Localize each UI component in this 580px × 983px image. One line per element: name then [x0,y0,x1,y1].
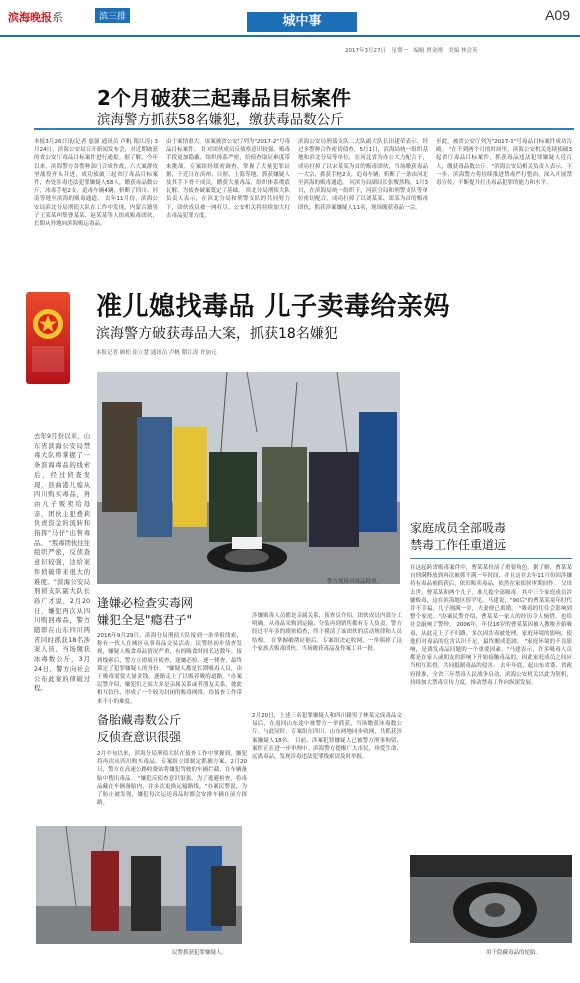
page-header [0,0,580,30]
subhead-2-body-2: 2月20日，上述三名犯罪嫌疑人和四川籍男子林某完成毒品交易后，在返回山东途中被警方一举抓获，当场缴获冰毒数公斤。与此同时，专案组在四川、山东两地同步收网，共抓获涉案嫌疑人18名。 目前，涉案犯罪嫌疑人已被警方刑事拘留，案件正在进一步审理中。滨海警方提醒广大市民，珍爱生命，远离毒品，发现涉毒违法犯罪线索请及时举报。 [252,713,402,761]
edition-badge: 滨三排 [95,8,130,23]
arrest-photo-caption: 民警抓获犯罪嫌疑人。 [172,950,228,956]
dateline: 2017年3月27日 星期一 编辑 贾金刚 美编 林会英 [345,48,478,54]
subhead-1-body-2: 涉嫌贩毒人员都是亲属关系，侦查员介绍，团伙成员内部分工明确，从毒品采购到运输、分装再到销售都有专人负责，警方经过半年多的缜密侦查，终于摸清了该团伙的活动规律和人员结构。 在掌握确凿证据后，专案组决定收网，一举端掉了这个家族式贩毒团伙，当场缴获毒品及作案工具一批。 [252,613,402,652]
article2-lead: 去年9月份以来，山东省滨海公安局禁毒大队将掌握了一条滨海毒品的线索后，经过侦查发现，县曲港儿媳从四川购买毒品，再由儿子贩卖给母亲，团伙主犯叠莉负责资金的流转和指挥"马仔"出售毒品。 "叛毒团伙往往组织严密，反侦查意识较强，这给案件侦破带来很大的难度。"滨海公安局刑侦支队副大队长孙广才说，2月20日，嫌犯再次从四川购回毒品，警方随即在山东四川两省同时抓获18名涉案人员，当场缴获冰毒数公斤，3月24日，警方向社会公布此案的侦破过程。 [34,433,90,693]
side-heading-line-1: 家庭成员全部吸毒 [410,521,507,535]
masthead-logo [8,9,63,25]
article1-col-3: 滨海公安局刑侦支队二大队副大队长田建荣表示，经过多警种合作密切侦查，5月1日，滨海局统一组织基地和滨北分局等单位，在河北省为办公大力配合下，成功打掉了以宋某某为首的贩毒团伙，当场缴获毒品一大宗，抓获手枪2支，追毒车辆，斩断了一条由河北至滨海的贩毒通道。 河滨分局副局长张俊然称，1月3日，在滨海局统一组织下，河滨分局和刑警支队等单位密切配合，成功打掉了以刘某某、郑某为首的贩毒团伙，抓获涉案嫌疑人11名，现场缴获毒品一宗。 [298,139,428,211]
article1-subtitle: 滨海警方抓获58名嫌犯，缴获毒品数公斤 [97,112,344,128]
article1-col-2: 由于案情重大，该案被省公安厅列为"2017-2"号毒品目标案件。 针对团伙成员反侦察意识较强、贩毒手段更加隐蔽，组织体系严密，给侦查取证难度带来挑战。专案组经缜密调查，掌握了大量犯罪证据，于近日在滨州、日照、上海等地，抓获嫌疑人及其手下骨干成员，缴获大量毒品，组织体系彻底瓦解，为侦查破案奠定了基础。 滨北分局刑侦大队负责人表示，在滨北分局和刑警支队的共同努力下，团伙成员被一网打尽，公安机关将持续加大打击毒品犯罪力度。 [166,139,290,219]
subhead-1-line-1: 逢嫌必检查实毒网 [97,596,194,610]
subhead-2-line-2: 反侦查意识很强 [97,730,182,744]
warning-banner-icon [22,284,74,389]
article2-byline: 本报记者 顾松 崔立慧 通讯员 卢帆 隋江涛 许加元 [96,350,217,356]
side-column-body: 在这起跨省贩毒案件中，曹某某扮演了重要角色。据了解，曹某某自刑满释放到再次被抓不满一年时间，并且这在去年11月份因涉嫌持有毒品被抓获后，依旧贩卖毒品，依然在家侦侯审期间作。 父母去世，曹某某和两个儿子，准儿媳全部吸毒，其中三个家庭成员涉嫌贩毒，这在滨海地区很罕见。马建说，"90后"的曹某某童年时代并不幸福，儿子刚满一岁，夫妻便已离婚。 "吸毒的往往会影响到整个家庭。"办案民警介绍，曹某某一家人的经历令人惋惜，也给社会敲响了警钟。 2006年，年仅16岁的曹某某因被人教唆开始吸毒，从此走上了不归路，多次因涉毒被处理。家庭环境的影响，使他们对毒品的危害认识不足，最终酿成悲剧。 "家庭环境的不良影响，是诱发毒品问题的一个重要因素。"马建表示，许多吸毒人员都是在家人或朋友的影响下开始接触毒品的，因此家庭成员之间应当相互监督，共同抵制毒品的侵害。 去年年底，起山东省委、省政府批准，全省三年禁毒人民战争启动，滨海公安机关以此为契机，持续加大禁毒宣传力度，推动禁毒工作向纵深发展。 [410,565,572,686]
article2-subtitle: 滨海警方破获毒品大案，抓获18名嫌犯 [96,326,338,342]
section-title: 城中事 [247,12,357,32]
subhead-1-body: 2016年9月29日，滨海分局刑侦大队接到一条举报线索，称有一伙人在城区从事毒品交易活动。民警经初步侦查发现，嫌疑人吸食毒品情况严重，有的吸食时间长达数年。接到线索后，警方立即展开侦查，逢嫌必检，逐一排查，最终锁定了犯罪嫌疑人的身份。 "嫌疑人都是长期吸毒人员，由于吸毒需要大量金钱，逐渐走上了以贩养吸的道路。"办案民警介绍，嫌犯们之间大多是亲属关系或者朋友关系，彼此相互信任，形成了一个较为封闭的贩毒网络，给侦查工作带来不小的难度。 [97,633,242,705]
subhead-2-line-1: 备胎藏毒数公斤 [97,713,182,727]
side-column-rule [410,558,572,559]
header-rule [0,35,580,37]
article1-col-1: 本报3月26日讯(记者 慈强 通讯员 卢帆 隋江涛) 3月24日，滨海公安局召开新闻发布会，对近期破获的省公安厅毒品目标案件进行通报。据了解，今年以来，滨海警方各警种部门合成作战，六大案群攻坚战役齐头并进，成功侦破三起省厅毒品目标案件，查处涉毒违法犯罪嫌疑人58人，缴获毒品数公斤，冰毒手枪2支，追毒车辆4辆，斩断了四川、河南等地至滨海的贩毒通道。 去年11月份，滨海公安局滨北分局刑侦大队在工作中发现，内蒙古籍男子王某某纠集曹某某、赵某某等人组成贩毒团伙，长期从外地向滨海贩运毒品。 [34,139,158,228]
subhead-1-line-2: 嫌犯全是"瘾君子" [97,613,193,627]
article1-rule [34,128,574,130]
side-column-heading [410,520,570,554]
article1-title: 2个月破获三起毒品目标案件 [97,86,351,110]
subhead-2 [97,712,277,746]
tire-photo-caption: 用于隐藏毒品的轮胎。 [486,950,542,956]
article2-title: 准儿媳找毒品 儿子卖毒给亲妈 [96,292,451,322]
logo-text: 滨海晚报 [8,11,52,24]
logo-suffix: 系 [52,11,63,24]
page-number: A09 [545,7,570,23]
arrest-photo [36,826,242,944]
main-photo-caption: 警方现场对毒品称重。 [327,579,383,585]
subhead-2-body: 2月中旬以来，滨海分局刑侦大队在侦查工作中掌握到，嫌犯将再次从四川购买毒品。专案组立即制定抓捕方案，2月20日，警方在高速公路收费站将嫌犯驾驶的车辆拦截，在车辆备胎中搜出毒品。 "嫌犯反侦查意识很强，为了逃避检查，将毒品藏在车辆备胎内，并多次更换运输路线。"办案民警说，为了防止被发现，嫌犯每次运送毒品时都会安排车辆在前方探路。 [97,751,247,807]
tire-photo [410,855,572,943]
side-heading-line-2: 禁毒工作任重道远 [410,538,507,552]
article1-col-4: 至此，被省公安厅列为"2017-1"号毒品目标案件成功告破。 "在不到两个月的时间里，滨海公安机关连续侦破3起省厅毒品目标案件，抓获毒品违法犯罪嫌疑人近百人，缴获毒品数公斤。"滨海公安局相关负责人表示，下一步，滨海警方将持续推进禁毒严打整治，深入开展禁毒宣传，不断提升打击毒品犯罪的能力和水平。 [436,139,572,187]
main-news-photo [97,372,400,584]
